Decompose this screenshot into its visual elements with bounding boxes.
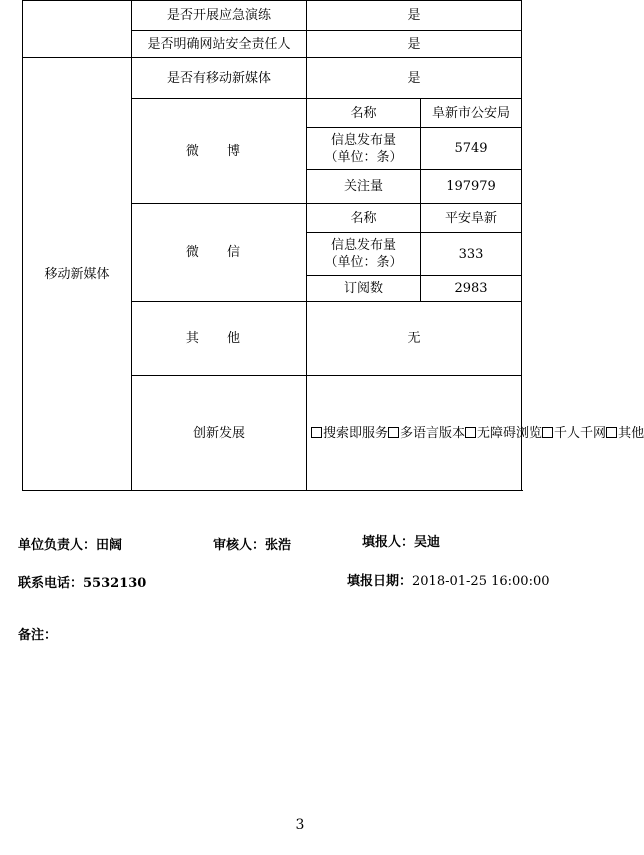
wechat-subscribers-value: 2983 <box>421 276 522 302</box>
wechat-name-value: 平安阜新 <box>421 204 522 233</box>
unit-head: 单位负责人：田阔 <box>18 538 123 553</box>
date-label: 填报日期： <box>347 574 413 589</box>
wechat-posts-label <box>307 233 421 276</box>
other-label: 其 他 <box>132 302 307 376</box>
weibo-name-value: 阜新市公安局 <box>421 99 522 128</box>
has-mobile-label: 是否有移动新媒体 <box>132 58 307 99</box>
innovation-option: 其他 <box>618 425 644 441</box>
weibo-posts-label <box>307 128 421 170</box>
weibo-followers-value: 197979 <box>421 170 522 204</box>
responsible-label: 是否明确网站安全责任人 <box>132 31 307 58</box>
innovation-option: 无障碍浏览 <box>477 425 543 441</box>
innovation-option: 千人千网 <box>554 425 607 441</box>
phone-line <box>18 572 146 591</box>
weibo-posts-value: 5749 <box>421 128 522 170</box>
date-line <box>347 570 550 589</box>
weibo-followers-label: 关注量 <box>307 170 421 204</box>
innovation-label: 创新发展 <box>132 376 307 491</box>
checkbox-icon <box>311 427 322 438</box>
wechat-label: 微 信 <box>132 204 307 302</box>
wechat-name-label: 名称 <box>307 204 421 233</box>
weibo-posts-label-line2: （单位：条） <box>324 149 403 165</box>
remarks: 备注： <box>18 628 58 643</box>
other-value: 无 <box>307 302 522 376</box>
drill-label: 是否开展应急演练 <box>132 1 307 31</box>
checkbox-icon <box>465 427 476 438</box>
mobile-section-label: 移动新媒体 <box>23 58 132 491</box>
info-table <box>22 0 644 491</box>
responsible-value: 是 <box>307 31 522 58</box>
checkbox-icon <box>542 427 553 438</box>
checkbox-icon <box>606 427 617 438</box>
wechat-posts-label-line2: （单位：条） <box>324 255 403 270</box>
weibo-label: 微 博 <box>132 99 307 204</box>
innovation-option: 搜索即服务 <box>323 425 389 441</box>
wechat-posts-value: 333 <box>421 233 522 276</box>
weibo-name-label: 名称 <box>307 99 421 128</box>
reviewer: 审核人：张浩 <box>213 538 292 553</box>
date-value: 2018-01-25 16:00:00 <box>412 574 550 589</box>
wechat-posts-label-line1: 信息发布量 <box>330 238 396 253</box>
phone-label: 联系电话： <box>18 576 84 591</box>
filler: 填报人：吴迪 <box>362 535 441 550</box>
page-number: 3 <box>295 817 305 833</box>
innovation-options <box>307 376 644 491</box>
top-left-cell <box>23 1 132 58</box>
innovation-option: 多语言版本 <box>400 425 466 441</box>
wechat-subscribers-label: 订阅数 <box>307 276 421 302</box>
has-mobile-value: 是 <box>307 58 522 99</box>
checkbox-icon <box>388 427 399 438</box>
drill-value: 是 <box>307 1 522 31</box>
weibo-posts-label-line1: 信息发布量 <box>330 132 396 148</box>
phone-value: 5532130 <box>83 576 147 591</box>
